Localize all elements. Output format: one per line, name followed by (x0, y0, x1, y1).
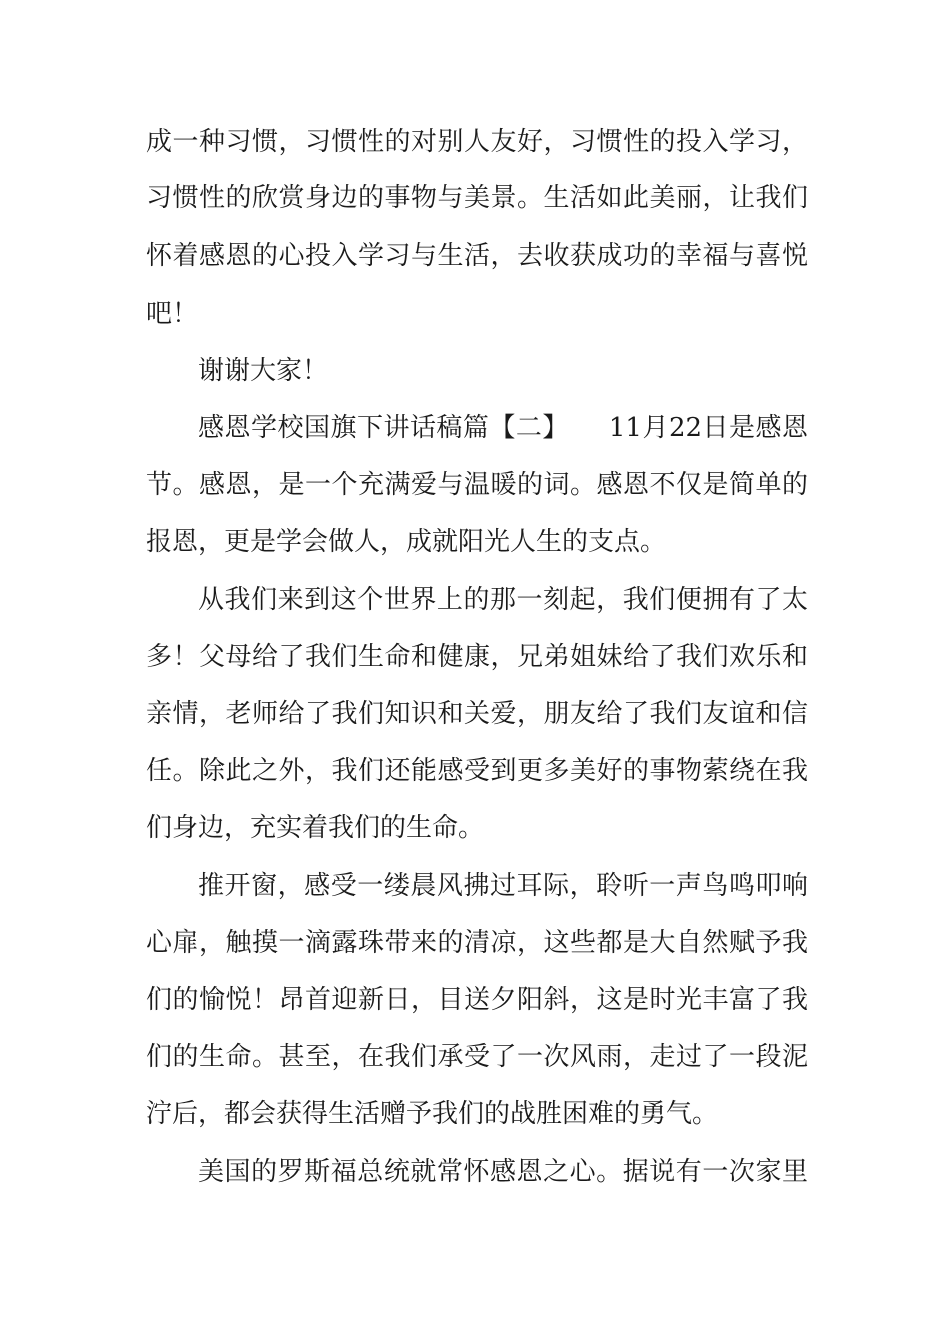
text-line: 泞后，都会获得生活赠予我们的战胜困难的勇气。 (146, 1099, 719, 1129)
text-line: 吧！ (146, 299, 199, 329)
section-heading-line: 感恩学校国旗下讲话稿篇【二】 11月22日是感恩 (198, 413, 808, 443)
text-line: 亲情，老师给了我们知识和关爱，朋友给了我们友谊和信 (146, 699, 808, 729)
text-line: 们的愉悦！昂首迎新日，目送夕阳斜，这是时光丰富了我 (146, 985, 808, 1015)
text-line: 任。除此之外，我们还能感受到更多美好的事物萦绕在我 (146, 756, 808, 786)
text-line: 多！父母给了我们生命和健康，兄弟姐妹给了我们欢乐和 (146, 642, 808, 672)
text-line: 从我们来到这个世界上的那一刻起，我们便拥有了太 (198, 585, 808, 615)
text-line: 们的生命。甚至，在我们承受了一次风雨，走过了一段泥 (146, 1042, 808, 1072)
text-line: 节。感恩，是一个充满爱与温暖的词。感恩不仅是简单的 (146, 470, 808, 500)
text-line: 成一种习惯，习惯性的对别人友好，习惯性的投入学习， (146, 127, 808, 157)
text-line: 报恩，更是学会做人，成就阳光人生的支点。 (146, 527, 667, 557)
text-line: 心扉，触摸一滴露珠带来的清凉，这些都是大自然赋予我 (146, 928, 808, 958)
text-line: 怀着感恩的心投入学习与生活，去收获成功的幸福与喜悦 (146, 241, 808, 271)
text-line: 习惯性的欣赏身边的事物与美景。生活如此美丽，让我们 (146, 183, 808, 213)
text-line: 们身边，充实着我们的生命。 (146, 813, 485, 843)
text-line: 推开窗，感受一缕晨风拂过耳际，聆听一声鸟鸣叩响 (198, 871, 808, 901)
text-line: 谢谢大家！ (198, 356, 329, 386)
text-line: 美国的罗斯福总统就常怀感恩之心。据说有一次家里 (198, 1157, 808, 1187)
